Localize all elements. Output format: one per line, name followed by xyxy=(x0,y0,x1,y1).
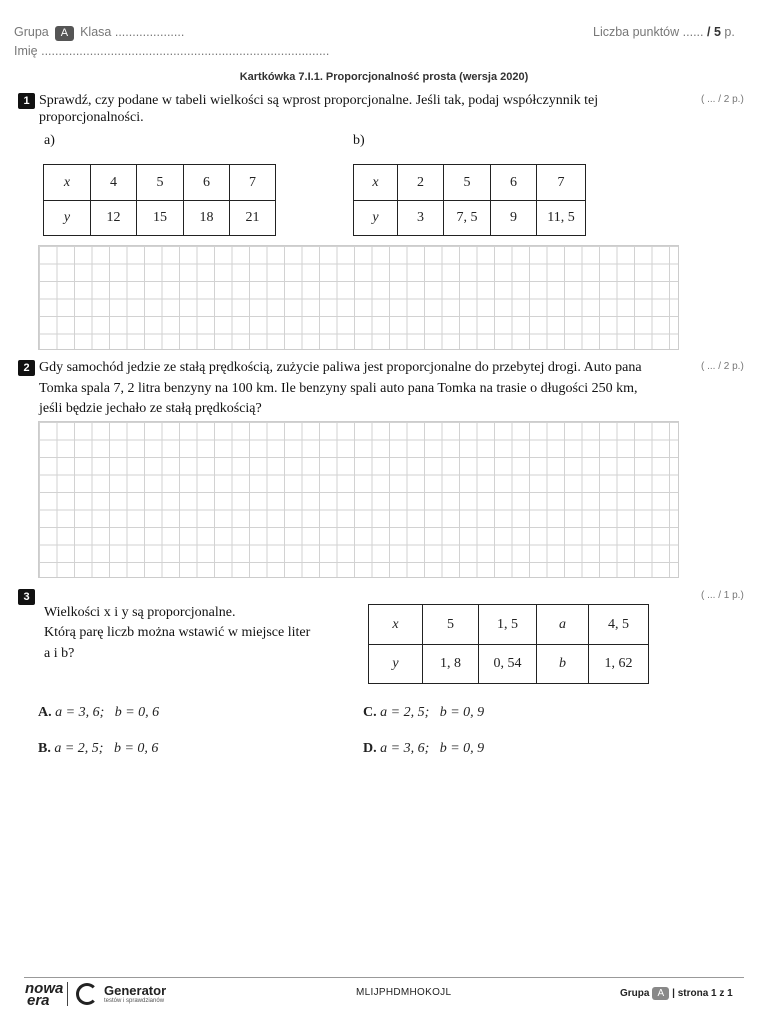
points-unit: p. xyxy=(724,25,735,39)
table-3-cell: 1, 62 xyxy=(589,645,649,684)
page-title: Kartkówka 7.I.1. Proporcjonalność prosta (wersja 2020) xyxy=(239,71,529,83)
logo-divider xyxy=(67,982,68,1006)
points-max: 5 xyxy=(713,25,721,39)
table-a-y-label: y xyxy=(63,210,71,225)
table-a-cell: 4 xyxy=(91,165,137,201)
table-b-cell: 9 xyxy=(491,201,537,236)
nowa-era-logo xyxy=(25,980,64,1009)
generator-g-icon xyxy=(76,983,98,1005)
question-2-line-1: Gdy samochód jedzie ze stałą prędkością, zużycie paliwa jest proporcjonalne do przebytej drogi. Auto pana xyxy=(39,360,642,375)
answer-grid-1[interactable] xyxy=(38,245,679,350)
table-b-cell: 2 xyxy=(398,165,444,201)
footer-group-label: Grupa xyxy=(620,988,650,999)
table-a-cell: 18 xyxy=(184,201,230,236)
table-b-y-label: y xyxy=(372,210,379,225)
page-number: | strona 1 z 1 xyxy=(672,988,733,999)
question-3-points: ( ... / 1 p.) xyxy=(701,590,744,601)
answer-a-text: a = 3, 6; b = 0, 6 xyxy=(55,705,160,720)
class-dots: .................... xyxy=(114,25,185,39)
table-b-x-label: x xyxy=(372,174,379,190)
answer-c-letter: C. xyxy=(363,705,377,720)
name-dots: ................................................................................... xyxy=(41,44,330,58)
logo-line-2: era xyxy=(27,992,50,1009)
question-number-2: 2 xyxy=(18,360,35,376)
answer-b[interactable] xyxy=(38,741,158,757)
table-a-cell: 21 xyxy=(230,201,276,236)
table-b-cell: 6 xyxy=(491,165,537,201)
answer-d-text: a = 3, 6; b = 0, 9 xyxy=(380,741,485,756)
points-dots: ...... xyxy=(682,25,704,39)
answer-d-letter: D. xyxy=(363,741,377,756)
answer-d[interactable] xyxy=(363,741,484,757)
question-3-line-3: a i b? xyxy=(44,646,75,661)
table-a-cell: 12 xyxy=(91,201,137,236)
table-3-y-label: y xyxy=(392,656,399,671)
group-label: Grupa xyxy=(14,25,49,39)
table-3-cell: 4, 5 xyxy=(589,605,649,645)
name-label: Imię xyxy=(14,44,38,58)
question-number-3: 3 xyxy=(18,589,35,605)
table-3-cell: 1, 8 xyxy=(423,645,479,684)
test-code: MLIJPHDMHOKOJL xyxy=(356,987,452,998)
question-3-line-1: Wielkości x i y są proporcjonalne. xyxy=(44,605,236,620)
question-1-points: ( ... / 2 p.) xyxy=(701,94,744,105)
question-3-line-2: Którą parę liczb można wstawić w miejsce liter xyxy=(44,625,311,640)
generator-subtitle: testów i sprawdzianów xyxy=(104,998,165,1004)
group-badge: A xyxy=(55,26,74,41)
table-3-cell: a xyxy=(559,616,566,632)
answer-grid-2[interactable] xyxy=(38,421,679,578)
footer-divider xyxy=(24,977,744,978)
label-b: b) xyxy=(353,133,365,148)
points-sep: / xyxy=(706,25,711,39)
question-2-line-2: Tomka spala 7, 2 litra benzyny na 100 km. Ile benzyny spali auto pana Tomka na trasie o długości 250 km, xyxy=(39,381,638,396)
footer-group-badge: A xyxy=(652,987,669,1000)
table-a-cell: 15 xyxy=(137,201,184,236)
name-field xyxy=(14,44,329,58)
table-3-cell: 1, 5 xyxy=(479,605,537,645)
class-label: Klasa xyxy=(80,25,112,39)
question-1-text: Sprawdź, czy podane w tabeli wielkości są wprost proporcjonalne. Jeśli tak, podaj współczynnik tej proporcjonalności. xyxy=(39,93,599,125)
table-3-x-label: x xyxy=(392,616,399,632)
answer-c-text: a = 2, 5; b = 0, 9 xyxy=(380,705,485,720)
generator-title: Generator xyxy=(104,983,167,998)
page-indicator xyxy=(620,987,733,1000)
table-a xyxy=(43,164,276,236)
table-b xyxy=(353,164,586,236)
table-b-cell: 7, 5 xyxy=(444,201,491,236)
table-a-cell: 5 xyxy=(137,165,184,201)
question-2-points: ( ... / 2 p.) xyxy=(701,361,744,372)
table-3-cell: b xyxy=(559,656,566,671)
table-3 xyxy=(368,604,649,684)
table-3-cell: 5 xyxy=(423,605,479,645)
points-field xyxy=(593,25,735,39)
table-a-cell: 6 xyxy=(184,165,230,201)
table-3-cell: 0, 54 xyxy=(479,645,537,684)
table-b-cell: 3 xyxy=(398,201,444,236)
table-b-cell: 5 xyxy=(444,165,491,201)
table-b-cell: 11, 5 xyxy=(537,201,586,236)
label-a: a) xyxy=(44,133,55,148)
answer-b-text: a = 2, 5; b = 0, 6 xyxy=(54,741,159,756)
question-2-line-3: jeśli będzie jechało ze stałą prędkością? xyxy=(39,401,262,416)
points-label: Liczba punktów xyxy=(593,25,680,39)
group-field xyxy=(14,25,184,41)
table-b-cell: 7 xyxy=(537,165,586,201)
answer-a[interactable] xyxy=(38,705,159,721)
logo-line-1: nowa xyxy=(25,980,64,997)
table-a-cell: 7 xyxy=(230,165,276,201)
table-a-x-label: x xyxy=(63,174,71,190)
answer-b-letter: B. xyxy=(38,741,51,756)
answer-c[interactable] xyxy=(363,705,484,721)
answer-a-letter: A. xyxy=(38,705,52,720)
question-number-1: 1 xyxy=(18,93,35,109)
